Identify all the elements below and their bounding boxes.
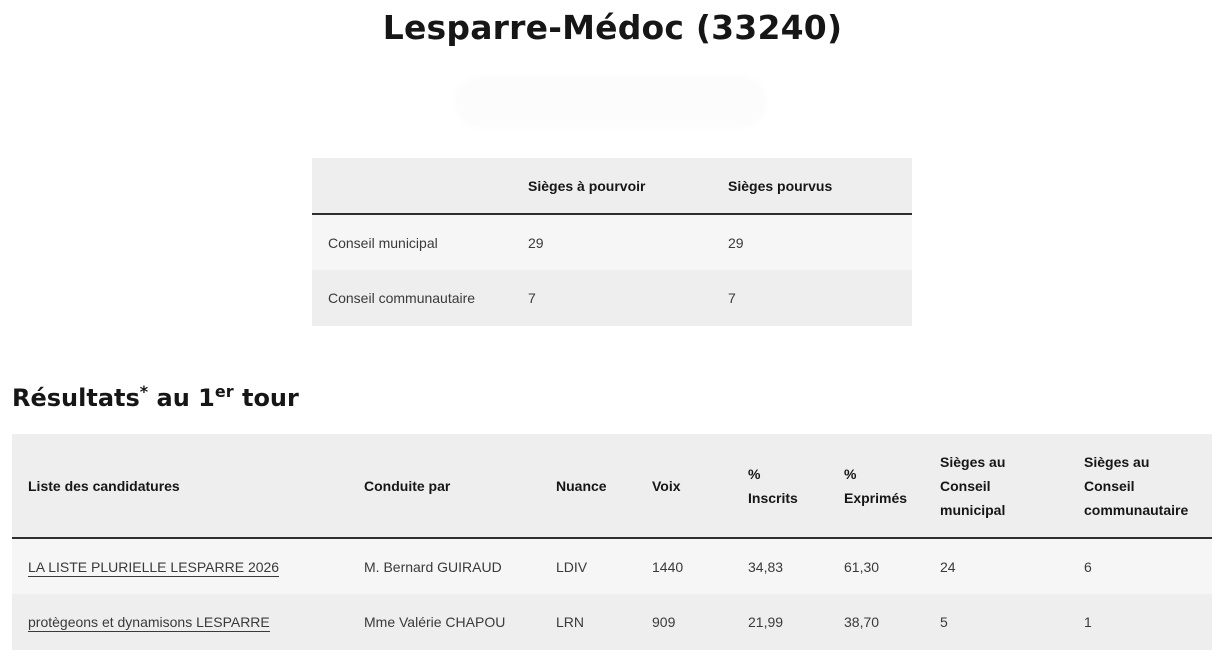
cell-pct-registered: 21,99 (748, 614, 784, 630)
results-table (12, 434, 1212, 650)
seats-row-filled: 29 (728, 234, 744, 251)
cell-pct-cast: 61,30 (844, 558, 880, 575)
cell-led-by: Mme Valérie CHAPOU (364, 614, 506, 630)
page-title: Lesparre-Médoc (33240) (382, 8, 843, 47)
seats-row-label: Conseil communautaire (328, 290, 476, 306)
cell-nuance: LRN (556, 614, 585, 630)
table-row (312, 214, 912, 270)
table-row (12, 538, 1212, 594)
faded-placeholder (455, 76, 767, 128)
seats-header-filled: Sièges pourvus (728, 177, 833, 194)
header-led-by: Conduite par (364, 477, 451, 494)
cell-nuance: LDIV (556, 558, 588, 575)
cell-pct-cast: 38,70 (844, 614, 880, 630)
seats-table (312, 158, 912, 326)
cell-votes: 909 (652, 614, 676, 630)
seats-row-to-fill: 7 (528, 290, 536, 306)
cell-votes: 1440 (652, 558, 684, 575)
header-seats-municipal: Sièges au Conseil municipal (940, 453, 1006, 518)
candidate-list-link[interactable]: protègeons et dynamisons LESPARRE (28, 614, 270, 630)
cell-seats-community: 1 (1084, 614, 1092, 630)
results-table-header-row (12, 434, 1212, 538)
header-votes: Voix (652, 477, 681, 494)
seats-header-empty (312, 158, 512, 214)
cell-led-by: M. Bernard GUIRAUD (364, 558, 502, 575)
seats-row-filled: 7 (728, 290, 736, 306)
header-pct-cast: % Exprimés (844, 465, 908, 506)
seats-row-label: Conseil municipal (328, 234, 438, 251)
header-nuance: Nuance (556, 477, 607, 494)
header-list: Liste des candidatures (28, 477, 180, 494)
cell-seats-municipal: 24 (940, 558, 956, 575)
table-row (12, 594, 1212, 650)
table-row (312, 270, 912, 326)
seats-header-to-fill: Sièges à pourvoir (528, 177, 646, 194)
cell-pct-registered: 34,83 (748, 558, 784, 575)
header-pct-registered: % Inscrits (748, 465, 798, 506)
header-seats-community: Sièges au Conseil communautaire (1084, 453, 1189, 518)
cell-seats-municipal: 5 (940, 614, 948, 630)
candidate-list-link[interactable]: LA LISTE PLURIELLE LESPARRE 2026 (28, 558, 280, 575)
results-section-title: Résultats* au 1er tour (12, 382, 299, 412)
cell-seats-community: 6 (1084, 558, 1092, 575)
seats-table-header-row (312, 158, 912, 214)
seats-row-to-fill: 29 (528, 234, 544, 251)
